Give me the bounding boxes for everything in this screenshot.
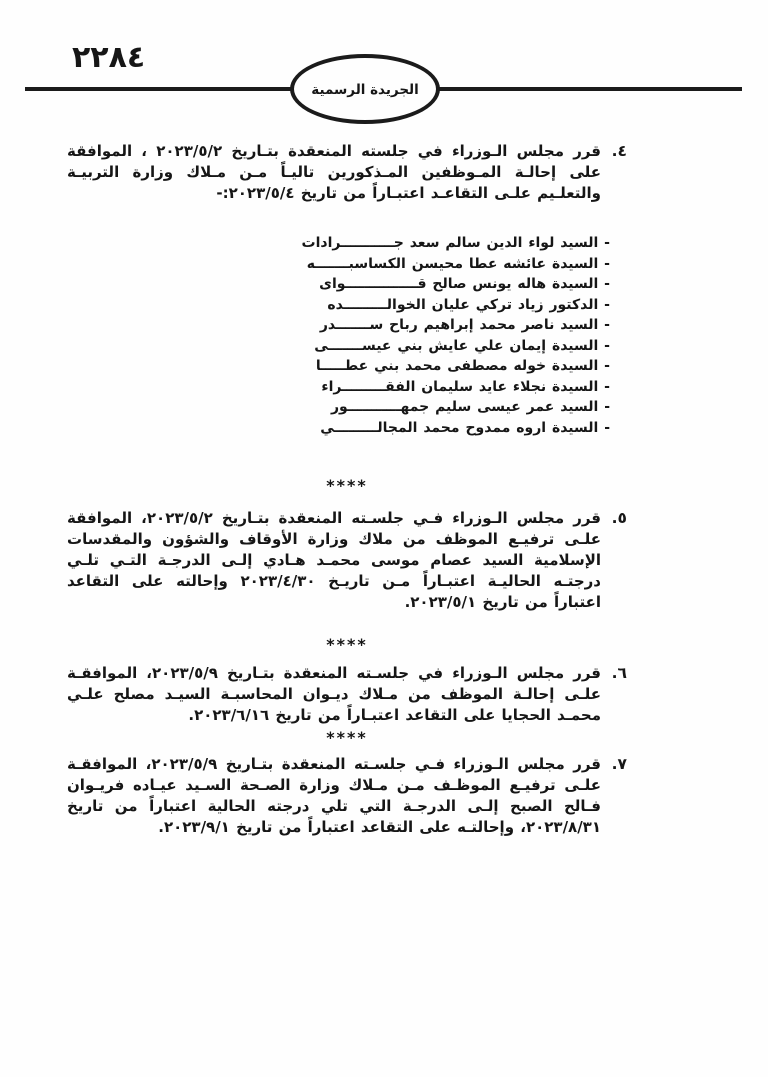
decree-item-7: [67, 754, 627, 838]
decree-marker: ٤.: [611, 142, 627, 160]
decree-item-5: [67, 508, 627, 613]
name-item: - السيدة إيمان علي عايش بني عيســـــــى: [314, 337, 610, 354]
name-item: - السيدة اروه ممدوح محمد المجالـــــــــي: [320, 419, 610, 436]
decree-item-6: [67, 663, 627, 726]
name-item: - السيدة عائشه عطا محيسن الكساسبـــــــه: [306, 255, 610, 272]
decree-marker: ٦.: [611, 664, 627, 682]
decrees-column: [67, 141, 627, 838]
section-separator: ****: [326, 728, 368, 747]
decree-marker: ٧.: [611, 755, 627, 773]
decree-body: [67, 141, 610, 438]
section-separator: ****: [326, 476, 368, 495]
decree-text: قرر مجلس الـوزراء في جلسـته المنعقدة بتـاريخ ٢٠٢٣/٥/٩، الموافقـة علـى إحالـة الموظف من مـلاك ديـوان المحاسبـة السيـد مصلح علـي محمـد الحجايا على التقاعد اعتبـاراً من تاريخ ٢٠٢٣/٦/١٦.: [67, 664, 601, 724]
page-number: ٢٢٨٤: [72, 40, 146, 75]
name-item: - السيدة هاله يونس صالح قـــــــــــــــواى: [319, 276, 610, 292]
name-item: - الدكتور زياد تركي عليان الخوالـــــــــده: [327, 296, 610, 313]
name-item: - السيد ناصر محمد إبراهيم رباح ســـــــدر: [319, 317, 610, 333]
decree-body: [67, 663, 601, 726]
decree-text: قرر مجلس الـوزراء فـي جلسـته المنعقدة بتـاريخ ٢٠٢٣/٥/٢، الموافقة علـى ترفيـع الموظف من ملاك وزارة الأوقاف والشؤون والمقدسات الإسلامية السيد عصام موسى محمـد هـادي إلـى الدرجـة التـي تلـي درجتـه الحاليـة اعتبـاراً مـن تاريـخ ٢٠٢٣/٤/٣٠ وإحالته على التقاعد اعتباراً من تاريخ ٢٠٢٣/٥/١.: [67, 509, 602, 611]
decree-marker: ٥.: [611, 509, 627, 527]
retired-names-list: [242, 233, 610, 438]
decree-body: [67, 508, 601, 613]
decree-text: قرر مجلس الـوزراء فـي جلسـته المنعقدة بتـاريخ ٢٠٢٣/٥/٩، الموافقـة علـى ترفيـع الموظـف مـن مـلاك وزارة الصـحة السـيد عيـاده فريـوان فـالح الصبح إلـى الدرجـة التي تلي درجته الحالية اعتباراً من تاريخ ٢٠٢٣/٨/٣١، وإحالتـه على التقاعد اعتباراً من تاريخ ٢٠٢٣/٩/١.: [67, 755, 602, 836]
section-separator: ****: [326, 635, 368, 654]
decree-text: قرر مجلس الـوزراء في جلسته المنعقدة بتـاريخ ٢٠٢٣/٥/٢ ، الموافقة على إحالـة المـوظفين المـذكورين تاليـاً مـن مـلاك وزارة التربيـة والتعلـيم علـى التقاعـد اعتبـاراً من تاريخ ٢٠٢٣/٥/٤:-: [67, 142, 601, 202]
gazette-badge: [290, 54, 440, 124]
name-item: - السيدة خوله مصطفى محمد بني عطـــــا: [315, 358, 610, 374]
gazette-badge-label: الجريدة الرسمية: [311, 82, 419, 98]
name-item: - السيد لواء الدين سالم سعد جـــــــــــرادات: [301, 235, 610, 251]
decree-item-4: [67, 141, 627, 438]
name-item: - السيد عمر عيسى سليم جمهـــــــــــور: [331, 399, 610, 415]
decree-body: [67, 754, 601, 838]
name-item: - السيدة نجلاء عايد سليمان الفقـــــــــراء: [321, 378, 610, 395]
